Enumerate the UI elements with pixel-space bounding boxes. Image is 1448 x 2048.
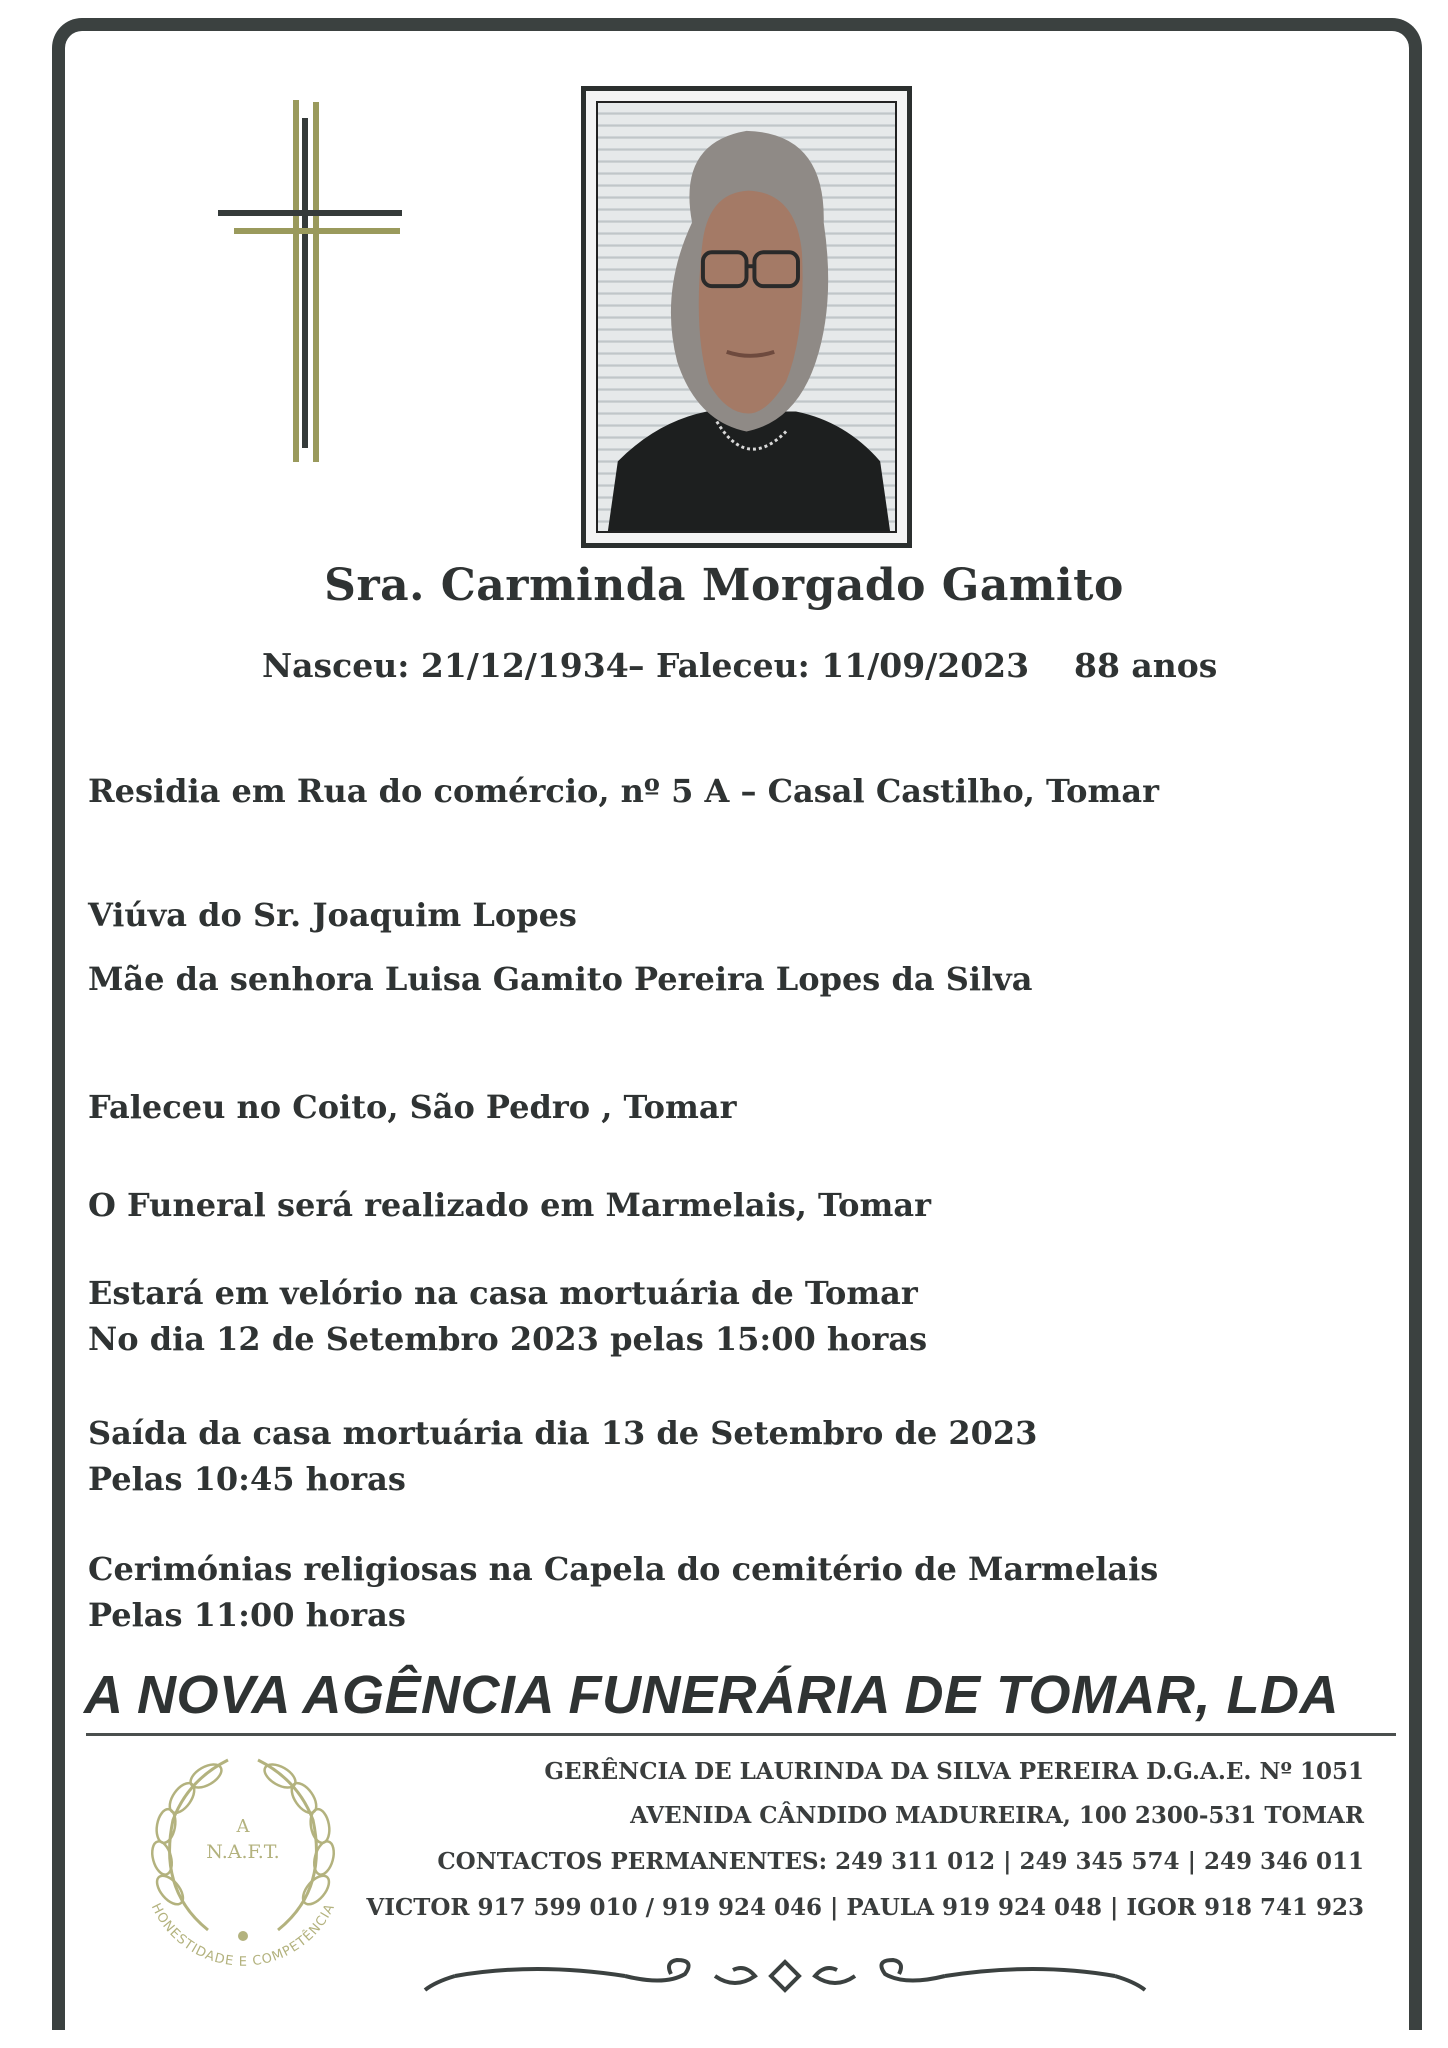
portrait-photo bbox=[596, 101, 897, 533]
death-date: – Faleceu: 11/09/2023 bbox=[628, 646, 1030, 685]
agency-name: A NOVA AGÊNCIA FUNERÁRIA DE TOMAR, LDA bbox=[84, 1665, 1339, 1725]
birth-date: Nasceu: 21/12/1934 bbox=[262, 646, 629, 685]
funeral-place: O Funeral será realizado em Marmelais, Tomar bbox=[88, 1186, 931, 1224]
residence: Residia em Rua do comércio, nº 5 A – Casal Castilho, Tomar bbox=[88, 772, 1159, 810]
agency-mobiles: VICTOR 917 599 010 / 919 924 046 | PAULA 919 924 048 | IGOR 918 741 923 bbox=[366, 1894, 1364, 1921]
agency-phones: CONTACTOS PERMANENTES: 249 311 012 | 249 345 574 | 249 346 011 bbox=[437, 1848, 1364, 1875]
mother-of: Mãe da senhora Luisa Gamito Pereira Lopes da Silva bbox=[88, 960, 1033, 998]
deceased-name: Sra. Carminda Morgado Gamito bbox=[324, 560, 1124, 611]
death-place: Faleceu no Coito, São Pedro , Tomar bbox=[88, 1088, 737, 1126]
ceremony-location: Cerimónias religiosas na Capela do cemitério de Marmelais bbox=[88, 1550, 1159, 1588]
widow-of: Viúva do Sr. Joaquim Lopes bbox=[88, 896, 577, 934]
footer-ornament bbox=[415, 1946, 1155, 2002]
departure-date: Saída da casa mortuária dia 13 de Setembro de 2023 bbox=[88, 1414, 1038, 1452]
wake-location: Estará em velório na casa mortuária de Tomar bbox=[88, 1274, 918, 1312]
departure-time: Pelas 10:45 horas bbox=[88, 1460, 406, 1498]
age: 88 anos bbox=[1074, 646, 1218, 685]
cross-icon bbox=[218, 100, 402, 462]
agency-address: AVENIDA CÂNDIDO MADUREIRA, 100 2300-531 TOMAR bbox=[630, 1802, 1364, 1829]
naft-logo bbox=[118, 1740, 368, 1990]
svg-text:HONESTIDADE E COMPETÊNCIA: HONESTIDADE E COMPETÊNCIA bbox=[147, 1901, 339, 1970]
agency-management: GERÊNCIA DE LAURINDA DA SILVA PEREIRA D.G.A.E. Nº 1051 bbox=[544, 1758, 1364, 1785]
svg-text:N.A.F.T.: N.A.F.T. bbox=[206, 1841, 280, 1863]
agency-underline bbox=[86, 1733, 1396, 1736]
portrait-frame bbox=[581, 86, 912, 548]
svg-text:A: A bbox=[236, 1816, 250, 1837]
ceremony-time: Pelas 11:00 horas bbox=[88, 1596, 406, 1634]
wake-time: No dia 12 de Setembro 2023 pelas 15:00 horas bbox=[88, 1320, 928, 1358]
